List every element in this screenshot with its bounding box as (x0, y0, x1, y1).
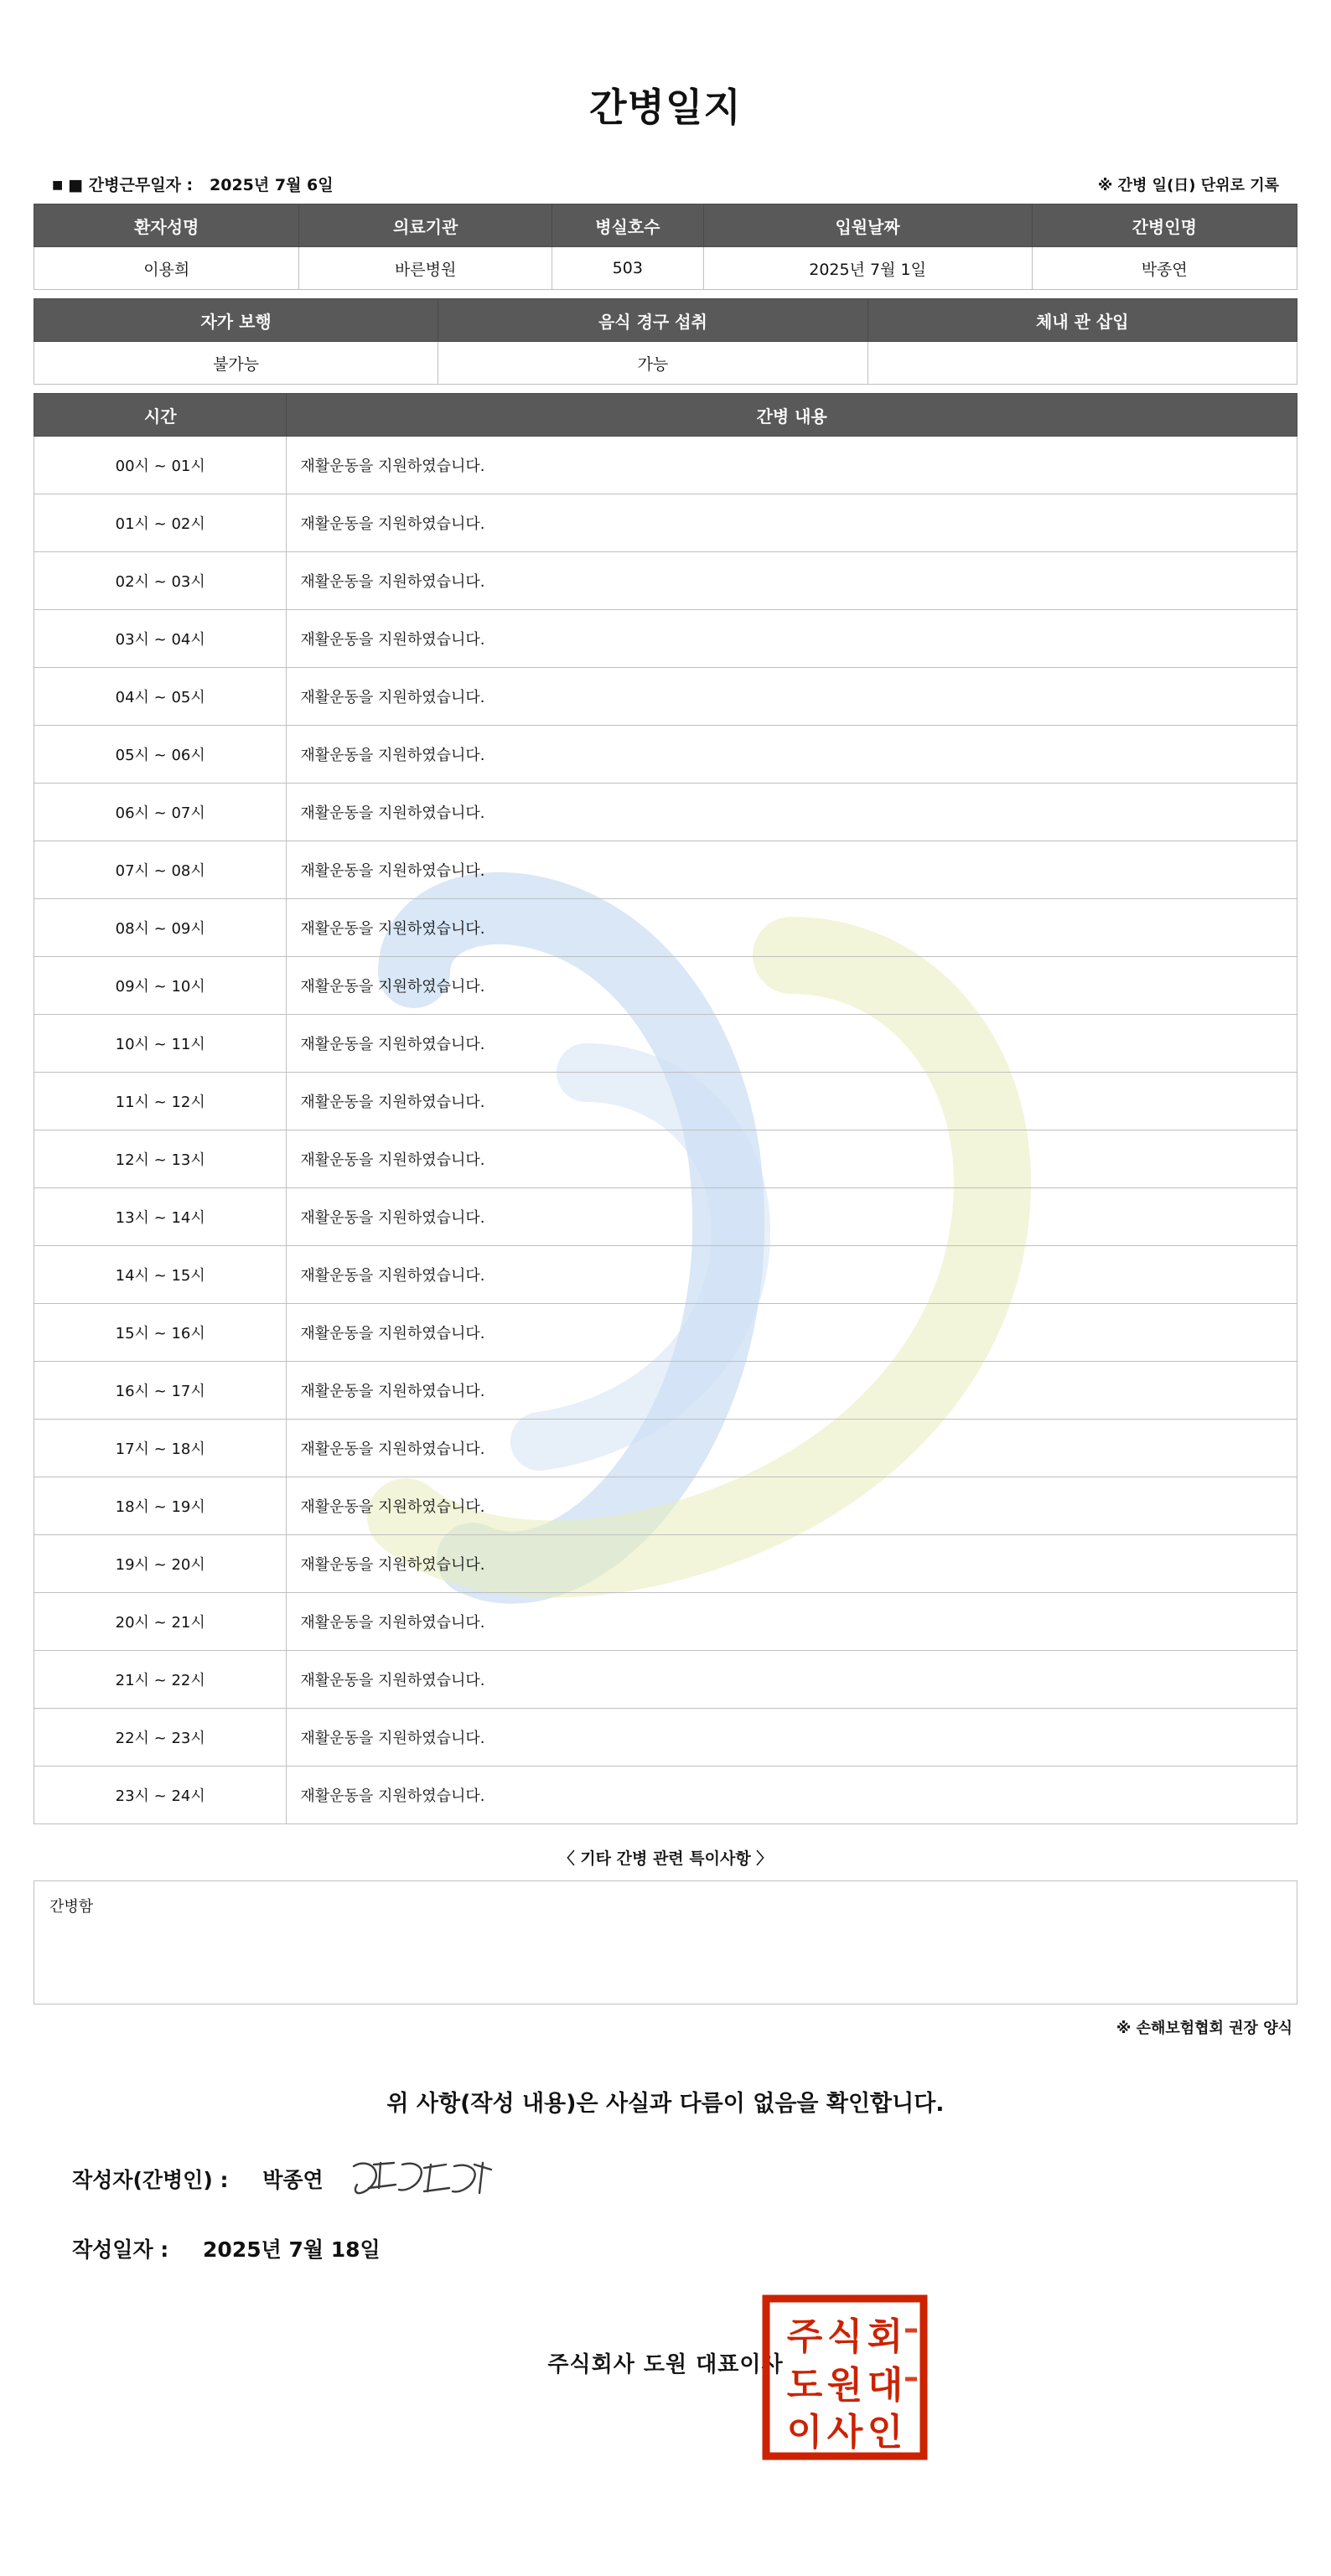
col-patient-name: 환자성명 (34, 204, 299, 247)
svg-text:주: 주 (786, 2315, 823, 2358)
log-note-cell[interactable]: 재활운동을 지원하였습니다. (287, 1362, 1297, 1420)
log-time-cell: 18시 ~ 19시 (34, 1477, 287, 1535)
log-time-cell: 12시 ~ 13시 (34, 1130, 287, 1188)
date-value: 2025년 7월 18일 (203, 2237, 381, 2262)
log-time-cell: 10시 ~ 11시 (34, 1015, 287, 1073)
table-row (34, 957, 1297, 1015)
table-row (34, 1246, 1297, 1304)
log-note-cell[interactable]: 재활운동을 지원하였습니다. (287, 1477, 1297, 1535)
log-note-cell[interactable]: 재활운동을 지원하였습니다. (287, 437, 1297, 494)
log-note-cell[interactable]: 재활운동을 지원하였습니다. (287, 610, 1297, 668)
log-note-cell[interactable]: 재활운동을 지원하였습니다. (287, 726, 1297, 784)
author-label: 작성자(간병인) : (72, 2168, 229, 2192)
table-row (34, 1420, 1297, 1477)
remarks-title: 〈 기타 간병 관련 특이사항 〉 (558, 1849, 773, 1868)
log-time-cell: 09시 ~ 10시 (34, 957, 287, 1015)
table-row (34, 1073, 1297, 1130)
svg-text:회: 회 (867, 2315, 904, 2358)
care-log-table (34, 393, 1297, 1824)
log-note-cell[interactable]: 재활운동을 지원하였습니다. (287, 1766, 1297, 1824)
log-time-cell: 14시 ~ 15시 (34, 1246, 287, 1304)
log-time-cell: 17시 ~ 18시 (34, 1420, 287, 1477)
value-caregiver-name: 박종연 (1032, 247, 1297, 290)
table-row (34, 841, 1297, 899)
table-row (34, 1304, 1297, 1362)
log-time-cell: 08시 ~ 09시 (34, 899, 287, 957)
col-care-content: 간병 내용 (287, 394, 1297, 437)
bullet-square-icon: ■ (52, 178, 64, 192)
log-note-cell[interactable]: 재활운동을 지원하였습니다. (287, 1188, 1297, 1246)
company-line (34, 2289, 1297, 2454)
company-name: 주식회사 도원 대표이사 (547, 2352, 784, 2377)
value-hospital: 바른병원 (299, 247, 552, 290)
log-time-cell: 19시 ~ 20시 (34, 1535, 287, 1593)
value-tube-insertion (867, 342, 1297, 385)
log-time-cell: 05시 ~ 06시 (34, 726, 287, 784)
work-date-label: ■ 간병근무일자 : (68, 176, 194, 194)
log-time-cell: 23시 ~ 24시 (34, 1766, 287, 1824)
col-admission-date: 입원날짜 (703, 204, 1032, 247)
col-time: 시간 (34, 394, 287, 437)
log-time-cell: 02시 ~ 03시 (34, 552, 287, 610)
log-time-cell: 13시 ~ 14시 (34, 1188, 287, 1246)
log-note-cell[interactable]: 재활운동을 지원하였습니다. (287, 784, 1297, 841)
condition-table (34, 298, 1297, 385)
log-time-cell: 16시 ~ 17시 (34, 1362, 287, 1420)
table-row (34, 1362, 1297, 1420)
table-row (34, 784, 1297, 841)
log-time-cell: 07시 ~ 08시 (34, 841, 287, 899)
svg-text:대: 대 (867, 2364, 904, 2407)
table-row (34, 342, 1297, 385)
log-time-cell: 11시 ~ 12시 (34, 1073, 287, 1130)
table-row (34, 437, 1297, 494)
remarks-box[interactable]: 간병함 (34, 1880, 1297, 2004)
table-row (34, 247, 1297, 290)
value-self-walking: 불가능 (34, 342, 438, 385)
log-note-cell[interactable]: 재활운동을 지원하였습니다. (287, 668, 1297, 726)
date-label: 작성일자 : (72, 2237, 169, 2262)
table-row (34, 1766, 1297, 1824)
author-value: 박종연 (262, 2168, 324, 2192)
form-note: ※ 손해보험협회 권장 양식 (1116, 2020, 1292, 2037)
table-row (34, 1188, 1297, 1246)
author-line (34, 2154, 1297, 2233)
table-row (34, 1015, 1297, 1073)
log-note-cell[interactable]: 재활운동을 지원하였습니다. (287, 1709, 1297, 1766)
value-room-number: 503 (552, 247, 703, 290)
value-patient-name: 이용희 (34, 247, 299, 290)
table-spacer (34, 385, 1297, 393)
svg-text:인: 인 (867, 2411, 904, 2454)
col-tube-insertion: 체내 관 삽입 (867, 299, 1297, 342)
log-note-cell[interactable]: 재활운동을 지원하였습니다. (287, 494, 1297, 552)
svg-text:사: 사 (826, 2411, 863, 2454)
col-room-number: 병실호수 (552, 204, 703, 247)
table-row (34, 1477, 1297, 1535)
col-hospital: 의료기관 (299, 204, 552, 247)
table-row (34, 1593, 1297, 1651)
log-note-cell[interactable]: 재활운동을 지원하였습니다. (287, 1130, 1297, 1188)
col-oral-intake: 음식 경구 섭취 (438, 299, 867, 342)
log-note-cell[interactable]: 재활운동을 지원하였습니다. (287, 1015, 1297, 1073)
log-note-cell[interactable]: 재활운동을 지원하였습니다. (287, 1420, 1297, 1477)
svg-text:원: 원 (826, 2364, 863, 2407)
value-oral-intake: 가능 (438, 342, 867, 385)
log-note-cell[interactable]: 재활운동을 지원하였습니다. (287, 841, 1297, 899)
log-note-cell[interactable]: 재활운동을 지원하였습니다. (287, 1651, 1297, 1709)
table-header-row (34, 394, 1297, 437)
value-admission-date: 2025년 7월 1일 (703, 247, 1032, 290)
table-row (34, 668, 1297, 726)
company-stamp (761, 2294, 929, 2461)
table-row (34, 726, 1297, 784)
confirmation-text: 위 사항(작성 내용)은 사실과 다름이 없음을 확인합니다. (386, 2091, 945, 2117)
table-row (34, 1535, 1297, 1593)
table-row (34, 552, 1297, 610)
patient-table (34, 204, 1297, 290)
table-row (34, 494, 1297, 552)
log-note-cell[interactable]: 재활운동을 지원하였습니다. (287, 1535, 1297, 1593)
table-header-row (34, 204, 1297, 247)
svg-text:식: 식 (826, 2315, 863, 2358)
table-row (34, 899, 1297, 957)
log-note-cell[interactable]: 재활운동을 지원하였습니다. (287, 552, 1297, 610)
date-line (34, 2233, 1297, 2289)
log-note-cell[interactable]: 재활운동을 지원하였습니다. (287, 1304, 1297, 1362)
log-time-cell: 00시 ~ 01시 (34, 437, 287, 494)
log-time-cell: 03시 ~ 04시 (34, 610, 287, 668)
log-time-cell: 22시 ~ 23시 (34, 1709, 287, 1766)
log-note-cell[interactable]: 재활운동을 지원하였습니다. (287, 1593, 1297, 1651)
unit-note: ※ 간병 일(日) 단위로 기록 (1097, 177, 1279, 194)
log-time-cell: 01시 ~ 02시 (34, 494, 287, 552)
col-caregiver-name: 간병인명 (1032, 204, 1297, 247)
table-row (34, 610, 1297, 668)
signature-mark (344, 2154, 503, 2208)
table-row (34, 1651, 1297, 1709)
page-title: 간병일지 (589, 85, 742, 130)
table-row (34, 1130, 1297, 1188)
work-date (52, 173, 334, 195)
log-note-cell[interactable]: 재활운동을 지원하였습니다. (287, 1246, 1297, 1304)
log-time-cell: 20시 ~ 21시 (34, 1593, 287, 1651)
table-header-row (34, 299, 1297, 342)
svg-text:도: 도 (786, 2364, 823, 2407)
svg-text:이: 이 (786, 2411, 823, 2454)
log-note-cell[interactable]: 재활운동을 지원하였습니다. (287, 1073, 1297, 1130)
log-note-cell[interactable]: 재활운동을 지원하였습니다. (287, 899, 1297, 957)
meta-row (34, 173, 1297, 204)
log-time-cell: 21시 ~ 22시 (34, 1651, 287, 1709)
care-log-body (34, 437, 1297, 1824)
table-spacer (34, 290, 1297, 298)
log-note-cell[interactable]: 재활운동을 지원하였습니다. (287, 957, 1297, 1015)
work-date-value: 2025년 7월 6일 (210, 176, 334, 194)
table-row (34, 1709, 1297, 1766)
log-time-cell: 15시 ~ 16시 (34, 1304, 287, 1362)
log-time-cell: 04시 ~ 05시 (34, 668, 287, 726)
log-time-cell: 06시 ~ 07시 (34, 784, 287, 841)
col-self-walking: 자가 보행 (34, 299, 438, 342)
